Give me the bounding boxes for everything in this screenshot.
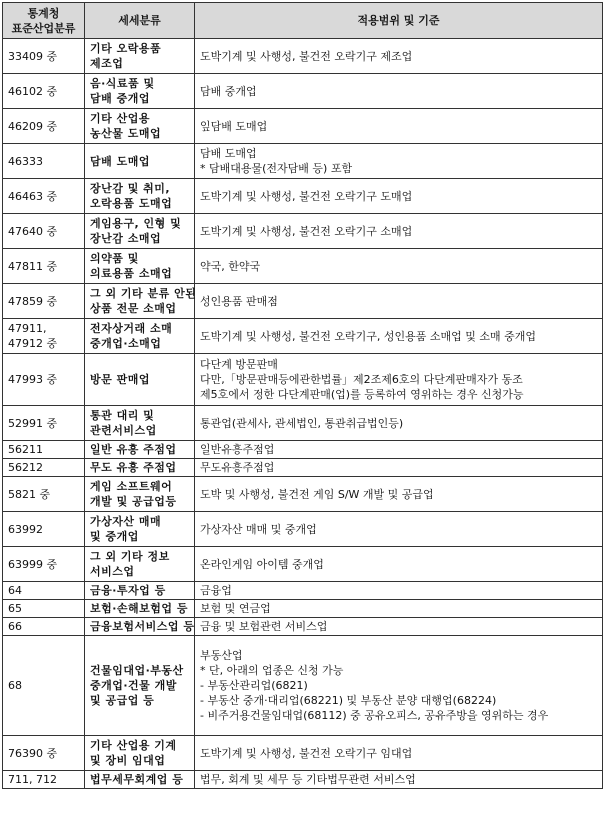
category-cell: [85, 319, 195, 354]
scope-cell-line: * 단, 아래의 업종은 신청 가능: [200, 664, 344, 677]
scope-cell: [195, 39, 603, 74]
code-cell: [3, 736, 85, 771]
scope-cell-line: 금융업: [200, 584, 232, 597]
scope-cell: [195, 406, 603, 441]
scope-cell: [195, 179, 603, 214]
scope-cell-line: 담배 중개업: [200, 84, 257, 98]
scope-cell: [195, 284, 603, 319]
code-cell: [3, 406, 85, 441]
table-row: [3, 249, 603, 284]
header-scope: 적용범위 및 기준: [195, 3, 603, 39]
scope-cell: [195, 512, 603, 547]
category-cell-line: 금융보험서비스업 등: [90, 620, 195, 633]
code-cell-line: 47859 중: [8, 294, 58, 308]
category-cell-line: 보험·손해보험업 등: [90, 602, 189, 615]
category-cell-line: 기타 산업용 기계: [90, 739, 177, 752]
scope-cell: [195, 636, 603, 736]
category-cell-line: 일반 유흥 주점업: [90, 443, 177, 456]
category-cell-line: 기타 오락용품: [90, 42, 162, 55]
code-cell-line: 46209 중: [8, 119, 58, 133]
scope-cell: [195, 459, 603, 477]
table-row: [3, 319, 603, 354]
category-cell: [85, 249, 195, 284]
scope-cell-line: 다단계 방문판매: [200, 358, 278, 371]
category-cell: [85, 354, 195, 406]
code-cell: [3, 477, 85, 512]
category-cell: [85, 736, 195, 771]
table-row: [3, 179, 603, 214]
scope-cell-line: 도박기계 및 사행성, 불건전 오락기구 도매업: [200, 189, 413, 203]
table-row: [3, 512, 603, 547]
scope-cell: [195, 74, 603, 109]
category-cell-line: 담배 도매업: [90, 154, 150, 168]
code-cell-line: 63999 중: [8, 557, 58, 571]
category-cell: [85, 39, 195, 74]
category-cell-line: 의료용품 소매업: [90, 267, 173, 280]
code-cell: [3, 249, 85, 284]
table-row: [3, 582, 603, 600]
table-row: [3, 406, 603, 441]
category-cell-line: 오락용품 도매업: [90, 197, 173, 210]
code-cell: [3, 179, 85, 214]
scope-cell-line: 다만,「방문판매등에관한법률」제2조제6호의 다단계판매자가 동조: [200, 373, 523, 386]
category-cell-line: 법무세무회계업 등: [90, 773, 184, 786]
category-cell: [85, 284, 195, 319]
scope-cell: [195, 600, 603, 618]
category-cell: [85, 179, 195, 214]
category-cell: [85, 459, 195, 477]
category-cell-line: 전자상거래 소매: [90, 322, 173, 335]
table-row: [3, 74, 603, 109]
category-cell-line: 가상자산 매매: [90, 515, 162, 528]
table-row: [3, 600, 603, 618]
code-cell: [3, 39, 85, 74]
code-cell-line: 65: [8, 602, 22, 615]
code-cell-line: 47811 중: [8, 259, 58, 273]
table-row: [3, 736, 603, 771]
category-cell: [85, 214, 195, 249]
scope-cell-line: 무도유흥주점업: [200, 461, 275, 474]
category-cell: [85, 144, 195, 179]
scope-cell-line: 가상자산 매매 및 중개업: [200, 522, 317, 536]
table-row: [3, 636, 603, 736]
category-cell: [85, 618, 195, 636]
category-cell-line: 제조업: [90, 57, 124, 70]
code-cell-line: 47912 중: [8, 337, 58, 350]
table-row: [3, 284, 603, 319]
code-cell: [3, 547, 85, 582]
code-cell: [3, 319, 85, 354]
table-header-row: [3, 3, 603, 39]
code-cell: [3, 636, 85, 736]
category-cell-line: 방문 판매업: [90, 373, 150, 386]
scope-cell: [195, 354, 603, 406]
code-cell-line: 47640 중: [8, 224, 58, 238]
category-cell-line: 기타 산업용: [90, 112, 150, 125]
category-cell-line: 중개업·소매업: [90, 337, 162, 350]
category-cell-line: 금융·투자업 등: [90, 584, 166, 597]
category-cell: [85, 74, 195, 109]
scope-cell-line: 담배 도매업: [200, 147, 257, 160]
code-cell: [3, 144, 85, 179]
table-row: [3, 459, 603, 477]
scope-cell-line: - 부동산관리업(6821): [200, 679, 308, 692]
header-code-line2: 표준산업분류: [11, 21, 76, 35]
category-cell-line: 농산물 도매업: [90, 127, 162, 140]
table-body: [3, 39, 603, 789]
table-row: [3, 144, 603, 179]
code-cell: [3, 512, 85, 547]
code-cell-line: 33409 중: [8, 49, 58, 63]
table-row: [3, 214, 603, 249]
category-cell-line: 개발 및 공급업등: [90, 495, 177, 508]
category-cell: [85, 512, 195, 547]
scope-cell-line: 도박기계 및 사행성, 불건전 오락기구 제조업: [200, 49, 413, 63]
scope-cell-line: 일반유흥주점업: [200, 443, 275, 456]
code-cell-line: 5821 중: [8, 487, 51, 501]
code-cell-line: 68: [8, 679, 22, 692]
code-cell-line: 56211: [8, 443, 43, 456]
category-cell-line: 관련서비스업: [90, 424, 157, 437]
category-cell-line: 음·식료품 및: [90, 77, 155, 90]
category-cell: [85, 547, 195, 582]
scope-cell: [195, 547, 603, 582]
category-cell-line: 무도 유흥 주점업: [90, 461, 177, 474]
category-cell-line: 상품 전문 소매업: [90, 302, 177, 315]
code-cell: [3, 771, 85, 789]
category-cell-line: 의약품 및: [90, 252, 139, 265]
scope-cell-line: 온라인게임 아이템 중개업: [200, 557, 324, 571]
scope-cell-line: 도박기계 및 사행성, 불건전 오락기구 소매업: [200, 224, 413, 238]
code-cell-line: 63992: [8, 522, 43, 536]
category-cell: [85, 477, 195, 512]
scope-cell-line: 금융 및 보험관련 서비스업: [200, 620, 328, 633]
category-cell-line: 게임용구, 인형 및: [90, 217, 182, 230]
category-cell-line: 그 외 기타 정보: [90, 550, 170, 563]
scope-cell: [195, 144, 603, 179]
scope-cell: [195, 249, 603, 284]
code-cell-line: 47911,: [8, 322, 47, 335]
code-cell: [3, 600, 85, 618]
scope-cell: [195, 477, 603, 512]
category-cell: [85, 636, 195, 736]
scope-cell-line: 법무, 회계 및 세무 등 기타법무관련 서비스업: [200, 773, 416, 786]
scope-cell-line: 제5호에서 정한 다단계판매(업)를 등록하여 영위하는 경우 신청가능: [200, 388, 524, 401]
code-cell-line: 46102 중: [8, 84, 58, 98]
category-cell-line: 게임 소프트웨어: [90, 480, 173, 493]
scope-cell: [195, 736, 603, 771]
code-cell: [3, 214, 85, 249]
category-cell-line: 건물임대업·부동산: [90, 664, 184, 677]
code-cell-line: 46333: [8, 154, 43, 168]
category-cell-line: 및 공급업 등: [90, 694, 155, 707]
scope-cell: [195, 618, 603, 636]
header-code-line1: 통계청: [27, 6, 60, 20]
category-cell: [85, 582, 195, 600]
category-cell-line: 및 중개업: [90, 530, 139, 543]
code-cell-line: 711, 712: [8, 773, 57, 786]
scope-cell-line: 도박 및 사행성, 불건전 게임 S/W 개발 및 공급업: [200, 487, 434, 501]
category-cell-line: 및 장비 임대업: [90, 754, 166, 767]
code-cell: [3, 284, 85, 319]
header-industry-code: [3, 3, 85, 39]
code-cell: [3, 618, 85, 636]
scope-cell-line: 잎담배 도매업: [200, 119, 268, 133]
scope-cell: [195, 582, 603, 600]
table-row: [3, 477, 603, 512]
code-cell-line: 64: [8, 584, 22, 597]
code-cell-line: 76390 중: [8, 746, 58, 760]
table-row: [3, 354, 603, 406]
category-cell-line: 장난감 소매업: [90, 232, 162, 245]
code-cell-line: 66: [8, 620, 22, 633]
category-cell: [85, 600, 195, 618]
scope-cell-line: 보험 및 연금업: [200, 602, 271, 615]
category-cell-line: 장난감 및 취미,: [90, 182, 171, 195]
table-row: [3, 39, 603, 74]
category-cell-line: 서비스업: [90, 565, 135, 578]
category-cell-line: 담배 중개업: [90, 92, 150, 105]
scope-cell-line: 도박기계 및 사행성, 불건전 오락기구 임대업: [200, 746, 413, 760]
scope-cell: [195, 109, 603, 144]
table-row: [3, 109, 603, 144]
code-cell: [3, 74, 85, 109]
code-cell-line: 46463 중: [8, 189, 58, 203]
code-cell-line: 47993 중: [8, 373, 58, 386]
code-cell: [3, 459, 85, 477]
code-cell: [3, 582, 85, 600]
code-cell-line: 52991 중: [8, 416, 58, 430]
scope-cell: [195, 441, 603, 459]
category-cell-line: 그 외 기타 분류 안된: [90, 287, 197, 300]
table-row: [3, 441, 603, 459]
scope-cell-line: - 비주거용건물임대업(68112) 중 공유오피스, 공유주방을 영위하는 경우: [200, 709, 549, 722]
scope-cell: [195, 319, 603, 354]
category-cell: [85, 109, 195, 144]
code-cell: [3, 354, 85, 406]
scope-cell-line: 통관업(관세사, 관세법인, 통관취급법인등): [200, 416, 404, 430]
scope-cell: [195, 214, 603, 249]
category-cell: [85, 771, 195, 789]
code-cell: [3, 441, 85, 459]
table-row: [3, 547, 603, 582]
code-cell-line: 56212: [8, 461, 43, 474]
category-cell: [85, 406, 195, 441]
table-row: [3, 771, 603, 789]
scope-cell-line: - 부동산 중개·대리업(68221) 및 부동산 분양 대행업(68224): [200, 694, 497, 707]
scope-cell: [195, 771, 603, 789]
scope-cell-line: 성인용품 판매점: [200, 294, 278, 308]
scope-cell-line: 부동산업: [200, 649, 243, 662]
category-cell-line: 중개업·건물 개발: [90, 679, 177, 692]
scope-cell-line: 도박기계 및 사행성, 불건전 오락기구, 성인용품 소매업 및 소매 중개업: [200, 329, 536, 343]
scope-cell-line: 약국, 한약국: [200, 259, 261, 273]
header-category: 세세분류: [85, 3, 195, 39]
category-cell: [85, 441, 195, 459]
category-cell-line: 통관 대리 및: [90, 409, 155, 422]
code-cell: [3, 109, 85, 144]
scope-cell-line: * 담배대용물(전자담배 등) 포함: [200, 162, 353, 175]
industry-classification-table: [2, 2, 603, 789]
table-row: [3, 618, 603, 636]
